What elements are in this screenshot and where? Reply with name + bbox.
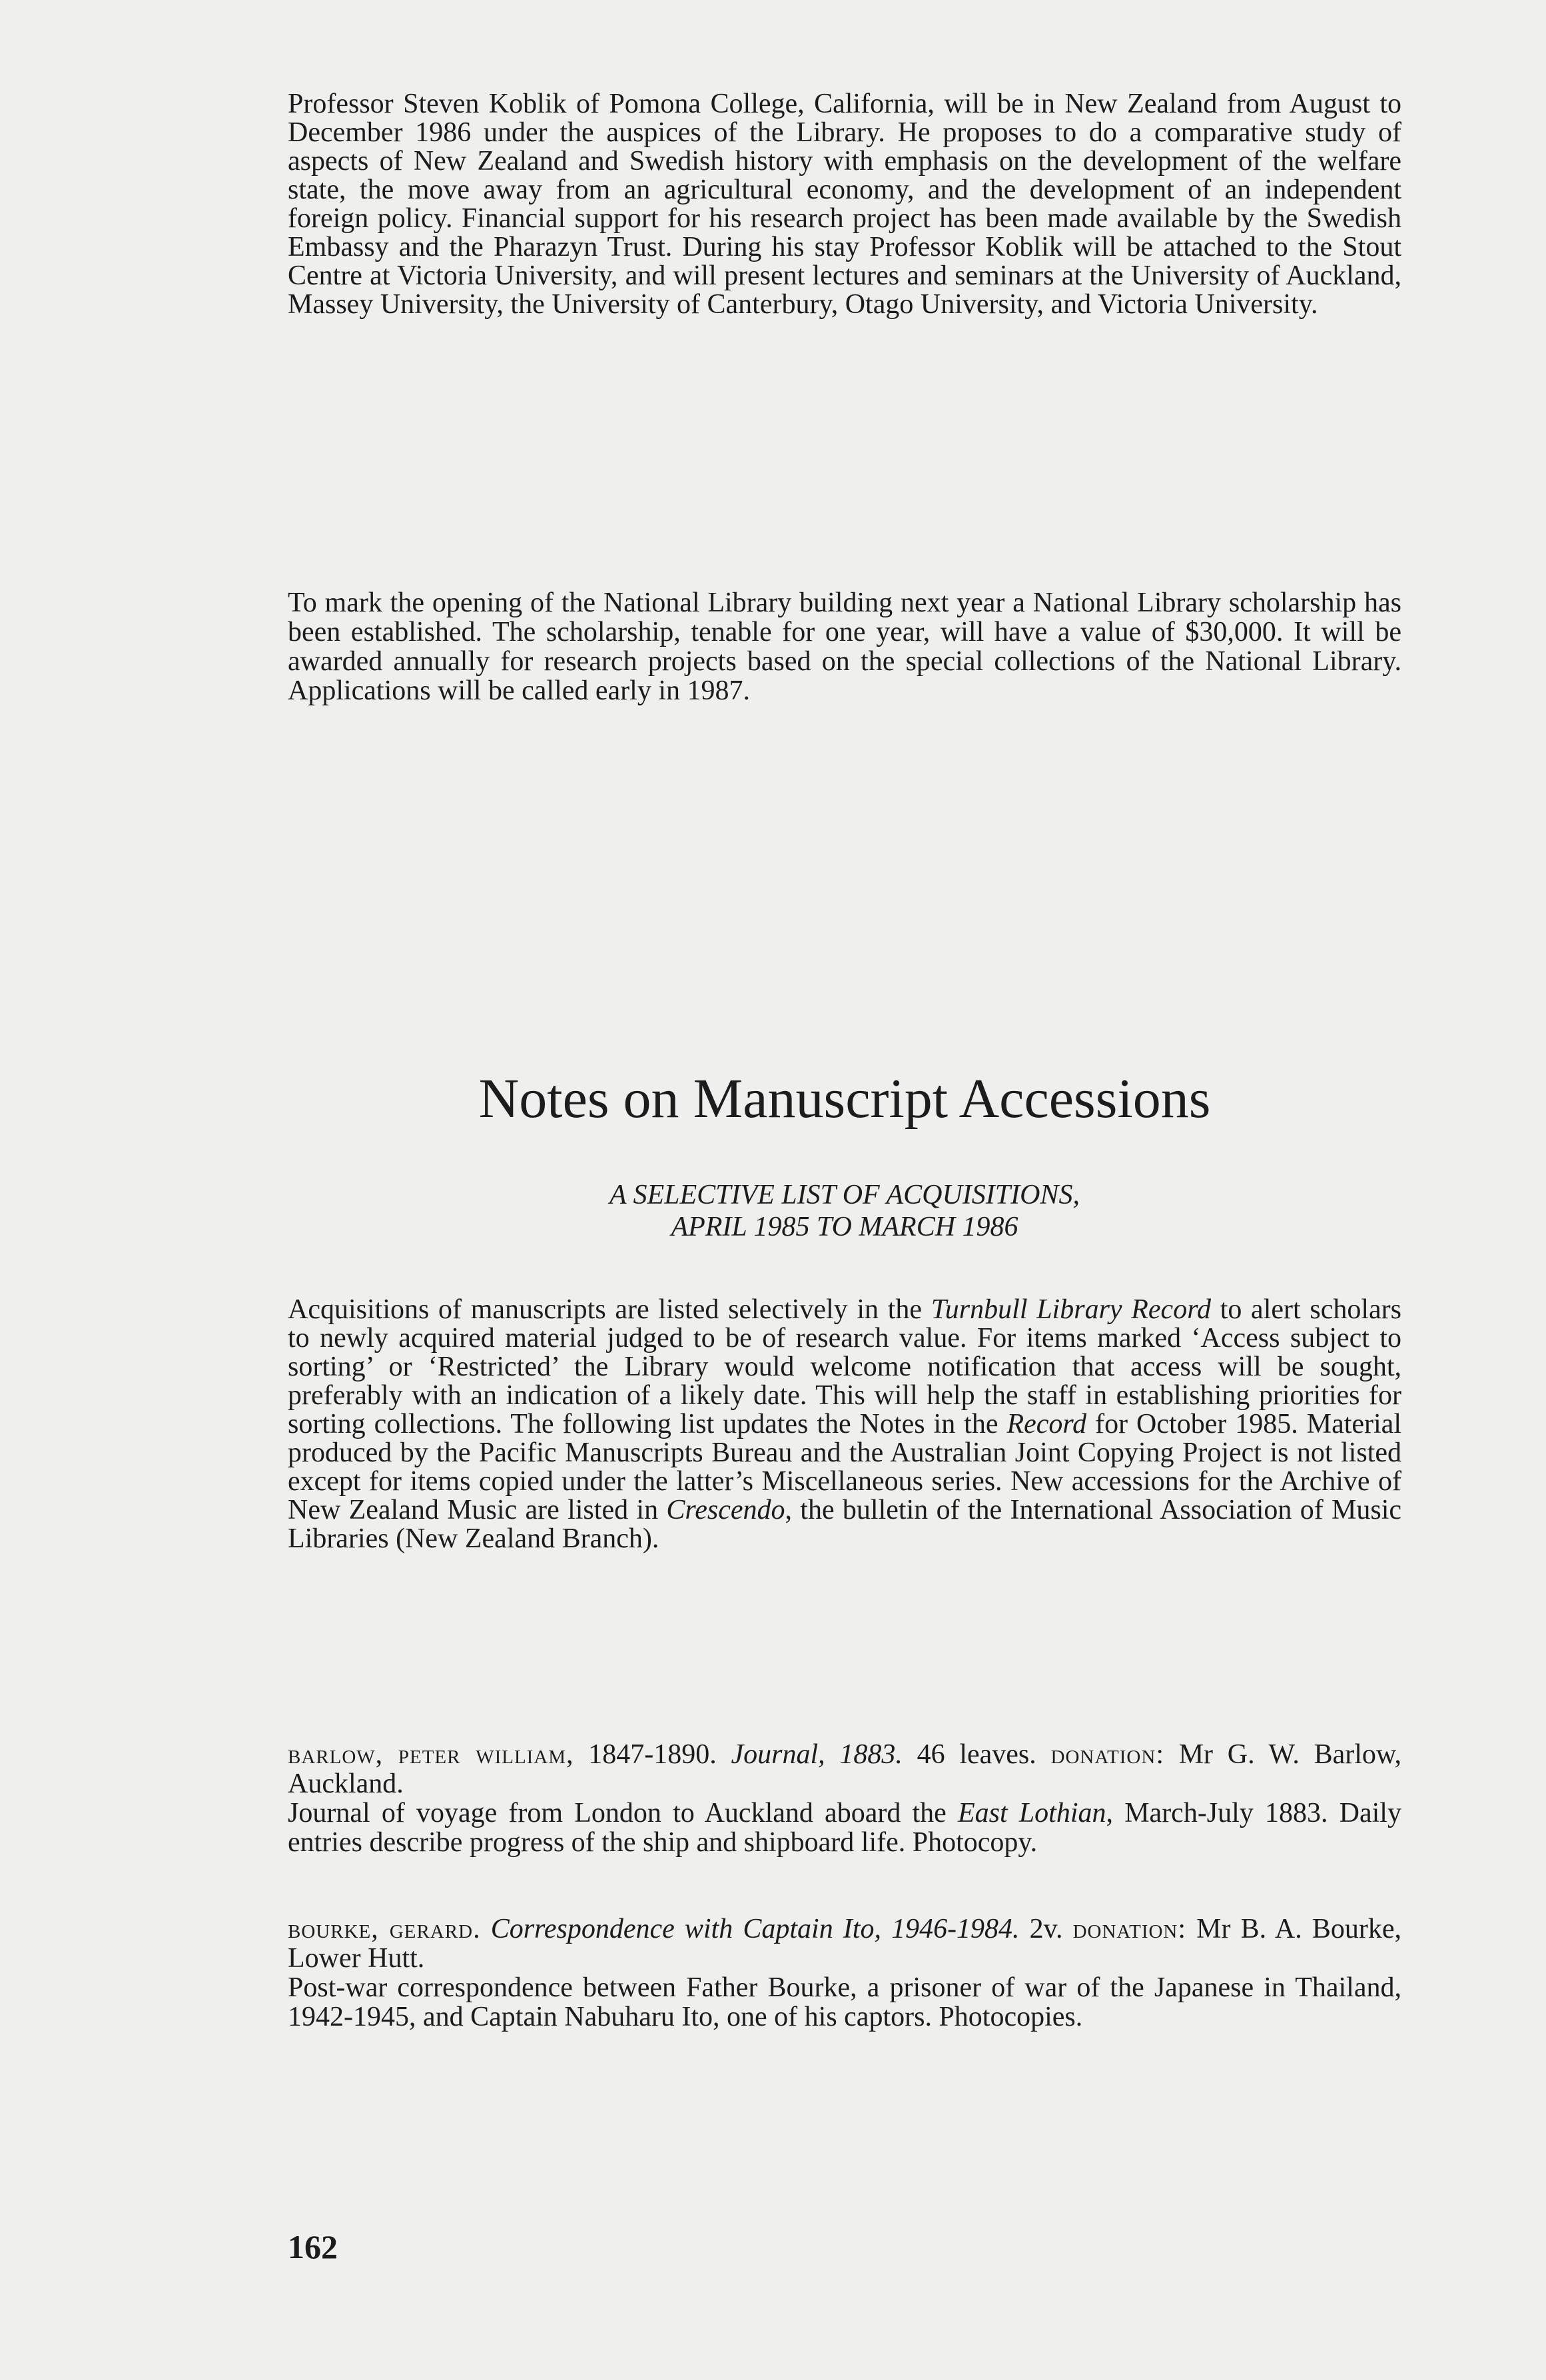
entry-extent: 2v.	[1019, 1914, 1073, 1944]
section-subtitle-line-2: APRIL 1985 TO MARCH 1986	[671, 1212, 1018, 1242]
entry-title: Journal, 1883.	[731, 1739, 903, 1770]
intro-record-title: Turnbull Library Record	[931, 1294, 1211, 1325]
paragraph-koblik	[288, 90, 1401, 319]
entry-type: donation:	[1072, 1914, 1187, 1944]
entry-meta	[288, 1914, 1401, 1973]
section-subtitle-line-1: A SELECTIVE LIST OF ACQUISITIONS,	[609, 1180, 1080, 1210]
page-number: 162	[288, 2228, 338, 2265]
entry-title: Correspondence with Captain Ito, 1946-1984.	[490, 1914, 1020, 1944]
intro-part-4: , the bulletin of the International Association of Music Libraries (New Zealand Branch).	[288, 1495, 1402, 1554]
accession-entry-bourke	[288, 1914, 1401, 2032]
entry-desc-part-2: , March-July 1883. Daily entries describe progress of the ship and shipboard life. Photocopy.	[288, 1798, 1401, 1858]
entry-ship: East Lothian	[957, 1798, 1106, 1828]
accession-entry-barlow	[288, 1740, 1401, 1857]
entry-name: bourke, gerard.	[288, 1914, 481, 1944]
entry-dates: 1847-1890.	[574, 1739, 731, 1770]
entry-description	[288, 1798, 1401, 1857]
paragraph-scholarship-text: To mark the opening of the National Library building next year a National Library scholarship has been established. The scholarship, tenable for one year, will have a value of $30,000. It will be awarded annually for research projects based on the special collections of the National Library. Applications will be called early in 1987.	[288, 588, 1401, 706]
intro-part-2: to alert scholars to newly acquired material judged to be of research value. For items marked ‘Access subject to sorting’ or ‘Restricted’ the Library would welcome notification that access will be sought, preferably with an indication of a likely date. This will help the staff in establishing priorities for sorting collections. The following list updates the Notes in the	[288, 1294, 1402, 1439]
entry-extent: 46 leaves.	[902, 1739, 1051, 1770]
intro-record-short: Record	[1006, 1409, 1087, 1439]
entry-dates	[481, 1914, 491, 1944]
entry-donor: Mr B. A. Bourke, Lower Hutt.	[288, 1914, 1401, 1974]
section-intro-text	[288, 1296, 1401, 1553]
entry-type: donation:	[1050, 1739, 1164, 1770]
entry-description	[288, 1973, 1401, 2032]
intro-part-1: Acquisitions of manuscripts are listed selectively in the	[288, 1294, 931, 1325]
intro-part-3: for October 1985. Material produced by the Pacific Manuscripts Bureau and the Australian Joint Copying Project is not listed except for items copied under the latter’s Miscellaneous series. New accessions for the Archive of New Zealand Music are listed in	[288, 1409, 1401, 1525]
section-subtitle	[288, 1179, 1401, 1243]
entry-desc-part-1: Journal of voyage from London to Auckland aboard the	[288, 1798, 958, 1828]
entry-desc-part-1: Post-war correspondence between Father Bourke, a prisoner of war of the Japanese in Thailand, 1942-1945, and Captain Nabuharu Ito, one of his captors. Photocopies.	[288, 1972, 1401, 2032]
entry-meta	[288, 1740, 1401, 1798]
entry-name: barlow, peter william,	[288, 1739, 574, 1770]
paragraph-scholarship	[288, 588, 1401, 705]
paragraph-koblik-text: Professor Steven Koblik of Pomona College, California, will be in New Zealand from August to December 1986 under the auspices of the Library. He proposes to do a comparative study of aspects of New Zealand and Swedish history with emphasis on the development of the welfare state, the move away from an agricultural economy, and the development of an independent foreign policy. Financial support for his research project has been made available by the Swedish Embassy and the Pharazyn Trust. During his stay Professor Koblik will be attached to the Stout Centre at Victoria University, and will present lectures and seminars at the University of Auckland, Massey University, the University of Canterbury, Otago University, and Victoria University.	[288, 89, 1401, 320]
intro-crescendo: Crescendo	[666, 1495, 785, 1525]
entry-donor: Mr G. W. Barlow, Auckland.	[288, 1739, 1401, 1799]
section-intro	[288, 1296, 1401, 1553]
section-title: Notes on Manuscript Accessions	[478, 1068, 1211, 1130]
